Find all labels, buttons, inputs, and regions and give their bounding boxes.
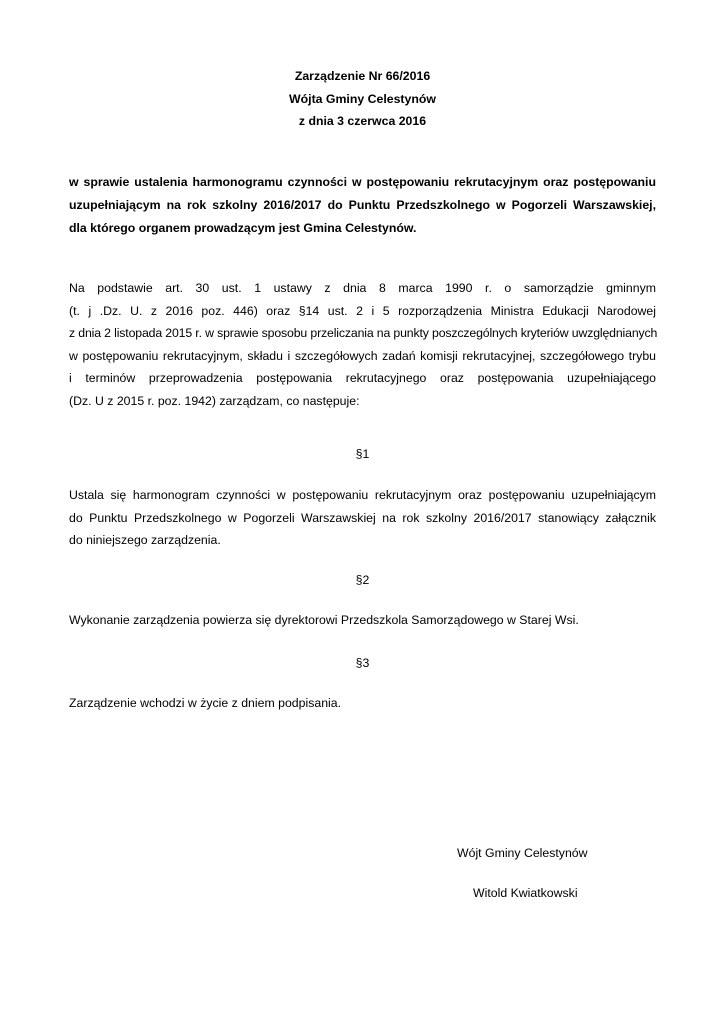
document-title: Zarządzenie Nr 66/2016 — [294, 69, 431, 83]
section-3-sign: §3 — [355, 656, 370, 670]
subject-line: dla którego organem prowadzącym jest Gmina Celestynów. — [69, 221, 417, 235]
section-3-text — [69, 692, 656, 715]
signature-name: Witold Kwiatkowski — [473, 886, 578, 900]
section-2-text — [69, 609, 656, 632]
signature-position: Wójt Gminy Celestynów — [457, 846, 588, 860]
section-1-sign: §1 — [355, 447, 370, 461]
subject-line: w sprawie ustalenia harmonogramu czynności w postępowaniu rekrutacyjnym oraz postępowaniu — [69, 175, 656, 189]
section-1-line: Ustala się harmonogram czynności w postępowaniu rekrutacyjnym oraz postępowaniu uzupełniającym — [69, 488, 656, 502]
legal-basis-line: z dnia 2 listopada 2015 r. w sprawie sposobu przeliczania na punkty poszczególnych kryteriów uwzględnianych — [69, 326, 658, 340]
section-3-line: Zarządzenie wchodzi w życie z dniem podpisania. — [69, 696, 342, 710]
document-subject — [69, 171, 656, 240]
legal-basis-line: (t. j .Dz. U. z 2016 poz. 446) oraz §14 ust. 2 i 5 rozporządzenia Ministra Edukacji Narodowej — [69, 303, 656, 318]
section-2-sign: §2 — [355, 573, 370, 587]
section-2-line: Wykonanie zarządzenia powierza się dyrektorowi Przedszkola Samorządowego w Starej Wsi. — [69, 613, 579, 627]
subject-line: uzupełniającym na rok szkolny 2016/2017 do Punktu Przedszkolnego w Pogorzeli Warszawskiej, — [69, 198, 656, 212]
legal-basis-line: (Dz. U z 2015 r. poz. 1942) zarządzam, co następuje: — [69, 393, 360, 408]
document-issuer: Wójta Gminy Celestynów — [289, 92, 436, 106]
section-1-text — [69, 484, 656, 552]
section-1-line: do niniejszego zarządzenia. — [69, 533, 221, 547]
document-date: z dnia 3 czerwca 2016 — [298, 114, 427, 128]
legal-basis-paragraph — [69, 277, 656, 412]
legal-basis-line: i terminów przeprowadzenia postępowania rekrutacyjnego oraz postępowania uzupełniającego — [69, 371, 656, 385]
legal-basis-line: w postępowaniu rekrutacyjnym, składu i szczegółowych zadań komisji rekrutacyjnej, szczegółowego trybu — [69, 348, 656, 363]
section-1-line: do Punktu Przedszkolnego w Pogorzeli Warszawskiej na rok szkolny 2016/2017 stanowiący załącznik — [69, 510, 656, 525]
legal-basis-line: Na podstawie art. 30 ust. 1 ustawy z dnia 8 marca 1990 r. o samorządzie gminnym — [69, 281, 656, 295]
